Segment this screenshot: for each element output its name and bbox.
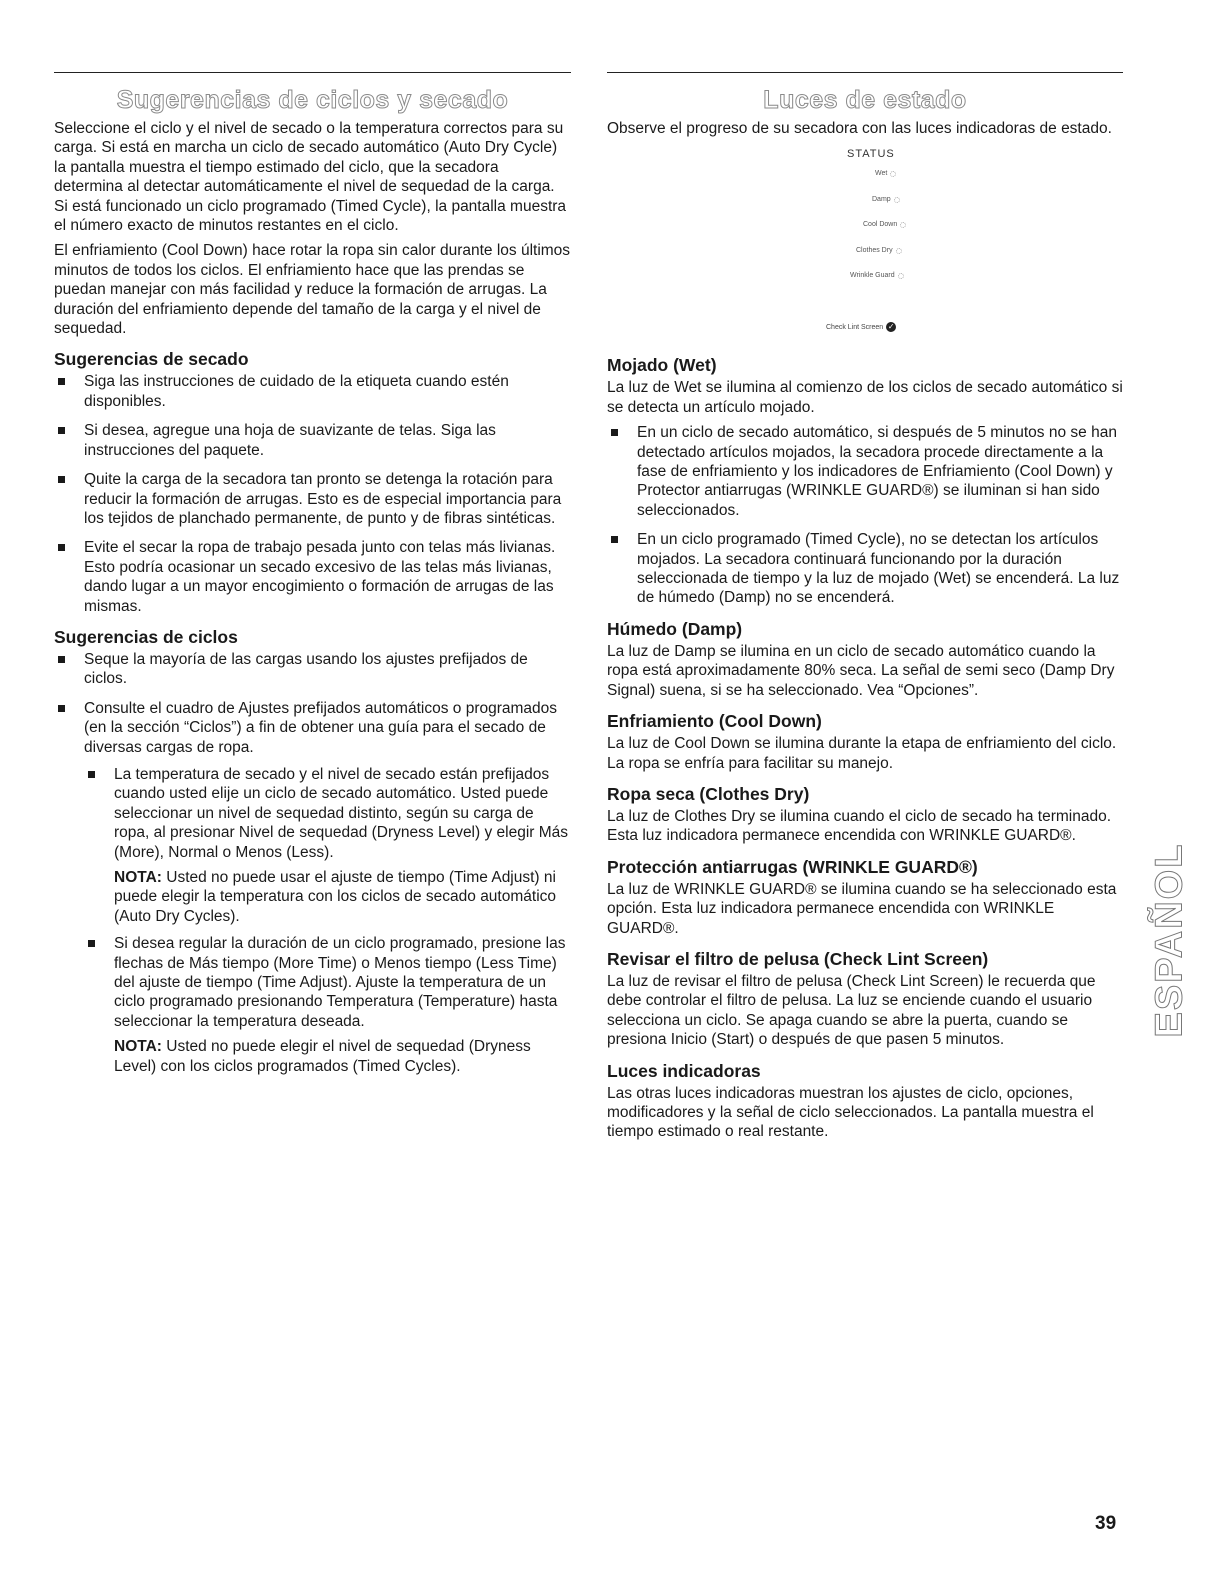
language-label: ESPAÑOL — [1148, 842, 1191, 1038]
clothes-dry-text: La luz de Clothes Dry se ilumina cuando el ciclo de secado ha terminado. Esta luz indicadora permanece encendida con WRINKLE GUARD®. — [607, 807, 1112, 845]
note-text: Usted no puede elegir el nivel de sequedad (Dryness Level) con los ciclos programados (Timed Cycles). — [114, 1038, 531, 1075]
status-intro: Observe el progreso de su secadora con las luces indicadoras de estado. — [607, 120, 1112, 137]
top-rule-right — [607, 72, 1123, 73]
list-item: Si desea, agregue una hoja de suavizante de telas. Siga las instrucciones del paquete. — [54, 421, 571, 460]
indicator-label: Wrinkle Guard — [850, 272, 895, 280]
indicator-cool-down — [863, 221, 906, 228]
check-lint-screen-indicator — [826, 322, 896, 332]
check-lint-text: La luz de revisar el filtro de pelusa (Check Lint Screen) le recuerda que debe controlar el filtro de pelusa. La luz se enciende cuando el usuario selecciona un ciclo. Se apaga cuando se abre la puerta, cuando se presiona Inicio (Start) o después de que pasen 5 minutos. — [607, 972, 1096, 1049]
cycle-tips-list — [54, 650, 571, 1076]
cool-down-text: La luz de Cool Down se ilumina durante la etapa de enfriamiento del ciclo. La ropa se enfría para facilitar su manejo. — [607, 735, 1117, 772]
check-lint-heading: Revisar el filtro de pelusa (Check Lint Screen) — [607, 948, 989, 969]
indicator-light-icon — [890, 171, 896, 177]
list-item: Quite la carga de la secadora tan pronto se detenga la rotación para reducir la formación de arrugas. Esto es de especial importancia para los tejidos de planchado permanente, de punto y de fibras sintéticas. — [54, 470, 571, 528]
clothes-dry-heading: Ropa seca (Clothes Dry) — [607, 783, 810, 804]
list-item-text: Consulte el cuadro de Ajustes prefijados automáticos o programados (en la sección “Ciclos”) a fin de obtener una guía para el secado de diversas cargas de ropa. — [84, 699, 558, 756]
status-panel-illustration — [607, 144, 1123, 344]
indicator-wrinkle-guard — [850, 272, 904, 279]
top-rule-left — [54, 72, 571, 73]
note — [114, 868, 571, 926]
drying-tips-heading: Sugerencias de secado — [54, 349, 249, 370]
section-title-cycles-drying: Sugerencias de ciclos y secado — [116, 86, 509, 114]
wet-text: La luz de Wet se ilumina al comienzo de los ciclos de secado automático si se detecta un artículo mojado. — [607, 379, 1123, 416]
damp-heading: Húmedo (Damp) — [607, 618, 743, 639]
indicator-light-icon — [894, 197, 900, 203]
cycle-tips-sublist — [84, 765, 571, 1076]
wrinkle-guard-text: La luz de WRINKLE GUARD® se ilumina cuando se ha seleccionado esta opción. Esta luz indicadora permanece encendida con WRINKLE GUARD®. — [607, 880, 1117, 937]
list-item: Seque la mayoría de las cargas usando los ajustes prefijados de ciclos. — [54, 650, 571, 689]
right-column — [607, 72, 1123, 1148]
note-label: NOTA: — [114, 869, 162, 886]
drying-tips-list — [54, 372, 571, 615]
language-side-tab — [1150, 820, 1190, 1060]
list-item: Siga las instrucciones de cuidado de la etiqueta cuando estén disponibles. — [54, 372, 571, 411]
indicator-light-icon — [900, 222, 906, 228]
sub-list-item-text: La temperatura de secado y el nivel de secado están prefijados cuando usted elije un ciclo de secado automático. Usted puede seleccionar un nivel de sequedad distinto, según su carga de ropa, al presionar Nivel de sequedad (Dryness Level) y elegir Más (More), Normal o Menos (Less). — [114, 765, 569, 861]
list-item: En un ciclo de secado automático, si después de 5 minutos no se han detectado artículos mojados, la secadora procede directamente a la fase de enfriamiento y los indicadores de Enfriamiento (Cool Down) y Protector antiarrugas (WRINKLE GUARD®) se iluminan si han sido seleccionados. — [607, 423, 1123, 520]
list-item — [54, 699, 571, 1076]
indicator-lights-heading: Luces indicadoras — [607, 1060, 761, 1081]
note-label: NOTA: — [114, 1038, 162, 1056]
indicator-label: Damp — [872, 196, 891, 204]
section-title-status-lights: Luces de estado — [763, 86, 967, 114]
list-item: Evite el secar la ropa de trabajo pesada junto con telas más livianas. Esto podría ocasionar un secado excesivo de las telas más livianas, dando lugar a un mayor encogimiento o formación de arrugas de las mismas. — [54, 538, 571, 616]
note — [114, 1037, 571, 1076]
status-panel-title: STATUS — [847, 148, 895, 161]
indicator-label: Clothes Dry — [856, 247, 893, 255]
wet-list — [607, 423, 1123, 608]
intro-paragraph-1: Seleccione el ciclo y el nivel de secado o la temperatura correctos para su carga. Si está en marcha un ciclo de secado automático (Auto Dry Cycle) la pantalla muestra el tiempo estimado del ciclo, que la secadora determina al detectar automáticamente el nivel de sequedad de la carga. Si está funcionado un ciclo programado (Timed Cycle), la pantalla muestra el número exacto de minutos restantes en el ciclo. — [54, 120, 567, 235]
page-number: 39 — [1095, 1513, 1117, 1534]
checkmark-icon: ✓ — [887, 322, 895, 332]
indicator-lights-text: Las otras luces indicadoras muestran los ajustes de ciclo, opciones, modificadores y la señal de ciclo seleccionados. La pantalla muestra el tiempo estimado o real restante. — [607, 1084, 1094, 1141]
intro-paragraph-2: El enfriamiento (Cool Down) hace rotar la ropa sin calor durante los últimos minutos de todos los ciclos. El enfriamiento hace que las prendas se puedan manejar con más facilidad y reduce la formación de arrugas. La duración del enfriamiento depende del tamaño de la carga y el nivel de sequedad. — [54, 242, 571, 338]
lint-label: Check Lint Screen — [826, 324, 884, 332]
sub-list-item — [84, 765, 571, 926]
cool-down-heading: Enfriamiento (Cool Down) — [607, 711, 822, 732]
sub-list-item — [84, 934, 571, 1076]
indicator-clothes-dry — [856, 247, 902, 254]
note-text: Usted no puede usar el ajuste de tiempo (Time Adjust) ni puede elegir la temperatura con los ciclos de secado automático (Auto Dry Cycles). — [114, 869, 557, 925]
cycle-tips-heading: Sugerencias de ciclos — [54, 626, 238, 647]
indicator-light-icon — [898, 273, 904, 279]
wrinkle-guard-heading: Protección antiarrugas (WRINKLE GUARD®) — [607, 856, 978, 877]
wet-heading: Mojado (Wet) — [607, 355, 717, 376]
indicator-label: Cool Down — [863, 221, 898, 229]
indicator-light-icon — [896, 248, 902, 254]
indicator-label: Wet — [875, 170, 888, 178]
indicator-wet — [875, 170, 896, 177]
left-column — [54, 72, 571, 1086]
damp-text: La luz de Damp se ilumina en un ciclo de secado automático cuando la ropa está aproximadamente 80% seca. La señal de semi seco (Damp Dry Signal) suena, si se ha seleccionado. Vea “Opciones”. — [607, 642, 1115, 699]
list-item: En un ciclo programado (Timed Cycle), no se detectan los artículos mojados. La secadora continuará funcionando por la duración seleccionada de tiempo y la luz de mojado (Wet) se encenderá. La luz de húmedo (Damp) no se encenderá. — [607, 530, 1123, 608]
sub-list-item-text: Si desea regular la duración de un ciclo programado, presione las flechas de Más tiempo (More Time) o Menos tiempo (Less Time) del ajuste de tiempo (Time Adjust). Ajuste la temperatura de un ciclo programado presionando Temperatura (Temperature) hasta seleccionar la temperatura deseada. — [114, 935, 566, 1030]
indicator-damp — [872, 196, 900, 203]
